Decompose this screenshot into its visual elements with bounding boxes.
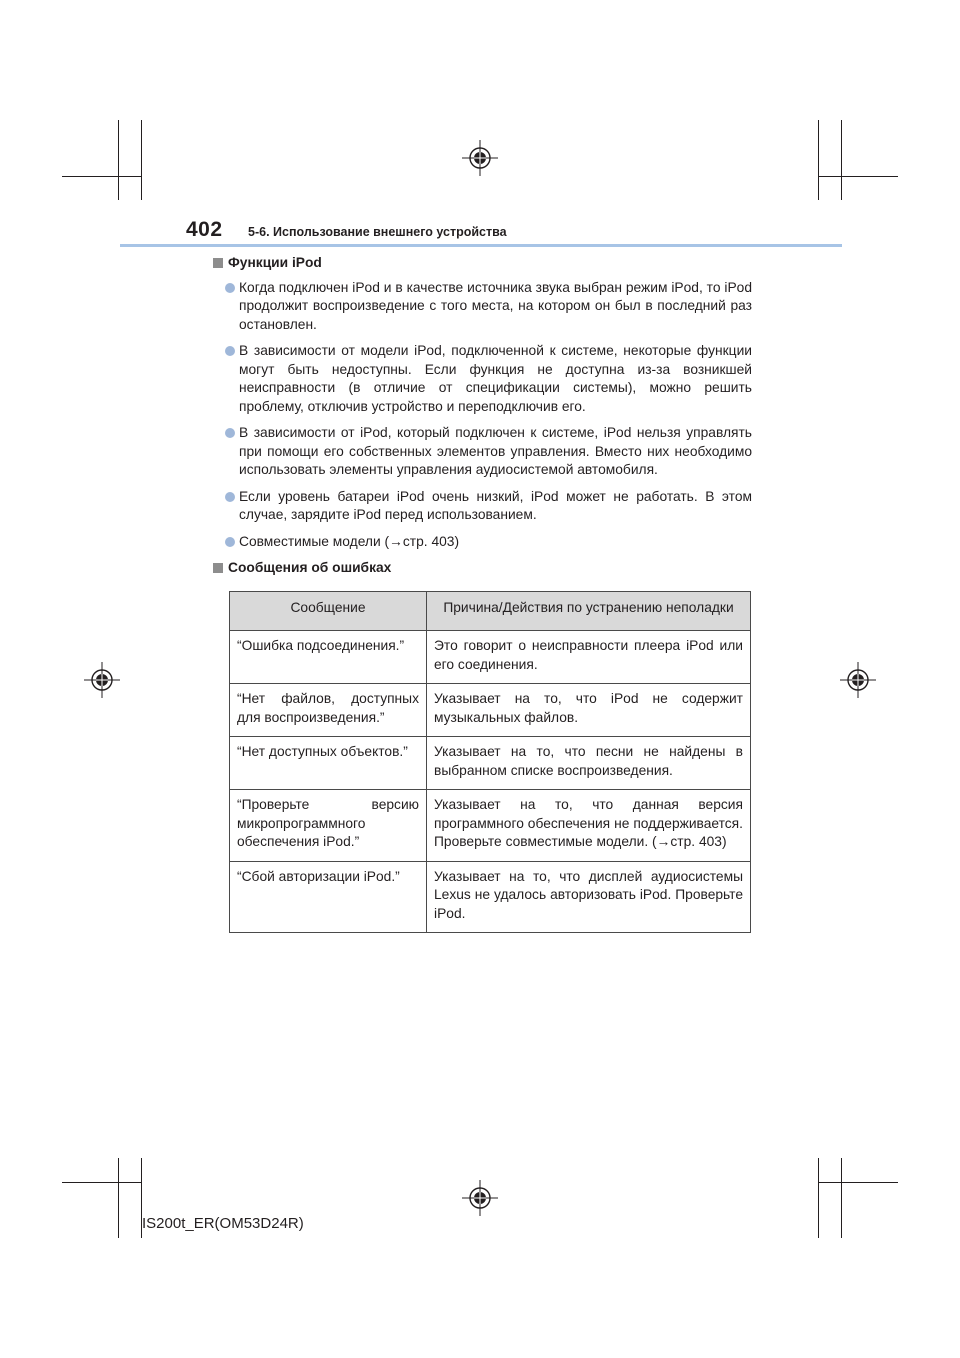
page-number: 402 — [186, 218, 223, 241]
round-bullet-icon — [225, 537, 235, 547]
crop-mark — [118, 1158, 119, 1238]
action-cell: Указывает на то, что дисплей аудиосистемы Lexus не удалось авторизовать iPod. Проверьте iPod. — [427, 861, 751, 933]
section-heading-ipod-functions — [212, 254, 752, 273]
error-messages-table — [229, 591, 751, 934]
round-bullet-icon — [225, 346, 235, 356]
round-bullet-icon — [225, 492, 235, 502]
crop-mark — [62, 1182, 142, 1183]
action-cell: Указывает на то, что песни не найдены в выбранном списке воспроизведения. — [427, 737, 751, 790]
registration-mark-icon — [84, 662, 120, 698]
registration-mark-icon — [462, 1180, 498, 1216]
round-bullet-icon — [225, 428, 235, 438]
square-bullet-icon — [213, 258, 223, 268]
crop-mark — [818, 120, 819, 200]
round-bullet-icon — [225, 283, 235, 293]
heading-text: Сообщения об ошибках — [228, 560, 392, 575]
document-code: IS200t_ER(OM53D24R) — [142, 1215, 304, 1232]
header-rule — [120, 244, 842, 247]
crop-mark — [818, 1158, 819, 1238]
crop-mark — [818, 1182, 898, 1183]
main-content — [212, 254, 752, 933]
message-cell: “Нет файлов, доступных для воспроизведения.” — [230, 684, 427, 737]
section-heading-error-messages — [212, 559, 752, 578]
table-row — [230, 631, 751, 684]
crop-mark — [841, 1158, 842, 1238]
action-cell: Указывает на то, что iPod не содержит музыкальных файлов. — [427, 684, 751, 737]
action-cell: Это говорит о неисправности плеера iPod или его соединения. — [427, 631, 751, 684]
list-item-text: Когда подключен iPod и в качестве источника звука выбран режим iPod, то iPod продолжит воспроизведение с того места, на котором он был в последний раз остановлен. — [239, 279, 752, 332]
crop-mark — [841, 120, 842, 200]
message-cell: “Ошибка подсоединения.” — [230, 631, 427, 684]
list-item-text: Совместимые модели (→стр. 403) — [239, 533, 460, 549]
message-cell: “Проверьте версию микропрограммного обеспечения iPod.” — [230, 790, 427, 862]
list-item — [212, 342, 752, 416]
section-title: 5-6. Использование внешнего устройства — [248, 225, 507, 239]
list-item-text: В зависимости от iPod, который подключен к системе, iPod нельзя управлять при помощи его собственных элементов управления. Вместо них необходимо использовать элементы управления аудиосистемой автомобиля. — [239, 425, 752, 477]
table-row — [230, 737, 751, 790]
table-row — [230, 861, 751, 933]
table-header-row — [230, 591, 751, 631]
registration-mark-icon — [462, 140, 498, 176]
list-item — [212, 424, 752, 480]
message-cell: “Нет доступных объектов.” — [230, 737, 427, 790]
square-bullet-icon — [213, 563, 223, 573]
crop-mark — [141, 120, 142, 200]
crop-mark — [818, 176, 898, 177]
page-header — [186, 216, 842, 246]
message-cell: “Сбой авторизации iPod.” — [230, 861, 427, 933]
action-cell: Указывает на то, что данная версия программного обеспечения не поддерживается. Проверьте совместимые модели. (→стр. 403) — [427, 790, 751, 862]
heading-text: Функции iPod — [228, 255, 322, 270]
list-item — [212, 533, 752, 552]
column-header-message: Сообщение — [230, 591, 427, 631]
crop-mark — [118, 120, 119, 200]
list-item — [212, 279, 752, 335]
list-item-text: Если уровень батареи iPod очень низкий, iPod может не работать. В этом случае, зарядите iPod перед использованием. — [239, 488, 752, 522]
registration-mark-icon — [840, 662, 876, 698]
crop-mark — [62, 176, 142, 177]
list-item-text: В зависимости от модели iPod, подключенной к системе, некоторые функции могут быть недоступны. Если функция не доступна из-за возникшей неисправности (в отличие от спецификации системы), можно решить проблему, отключив устройство и переподключив его. — [239, 343, 752, 414]
table-row — [230, 684, 751, 737]
table-row — [230, 790, 751, 862]
column-header-action: Причина/Действия по устранению неполадки — [427, 591, 751, 631]
list-item — [212, 488, 752, 525]
